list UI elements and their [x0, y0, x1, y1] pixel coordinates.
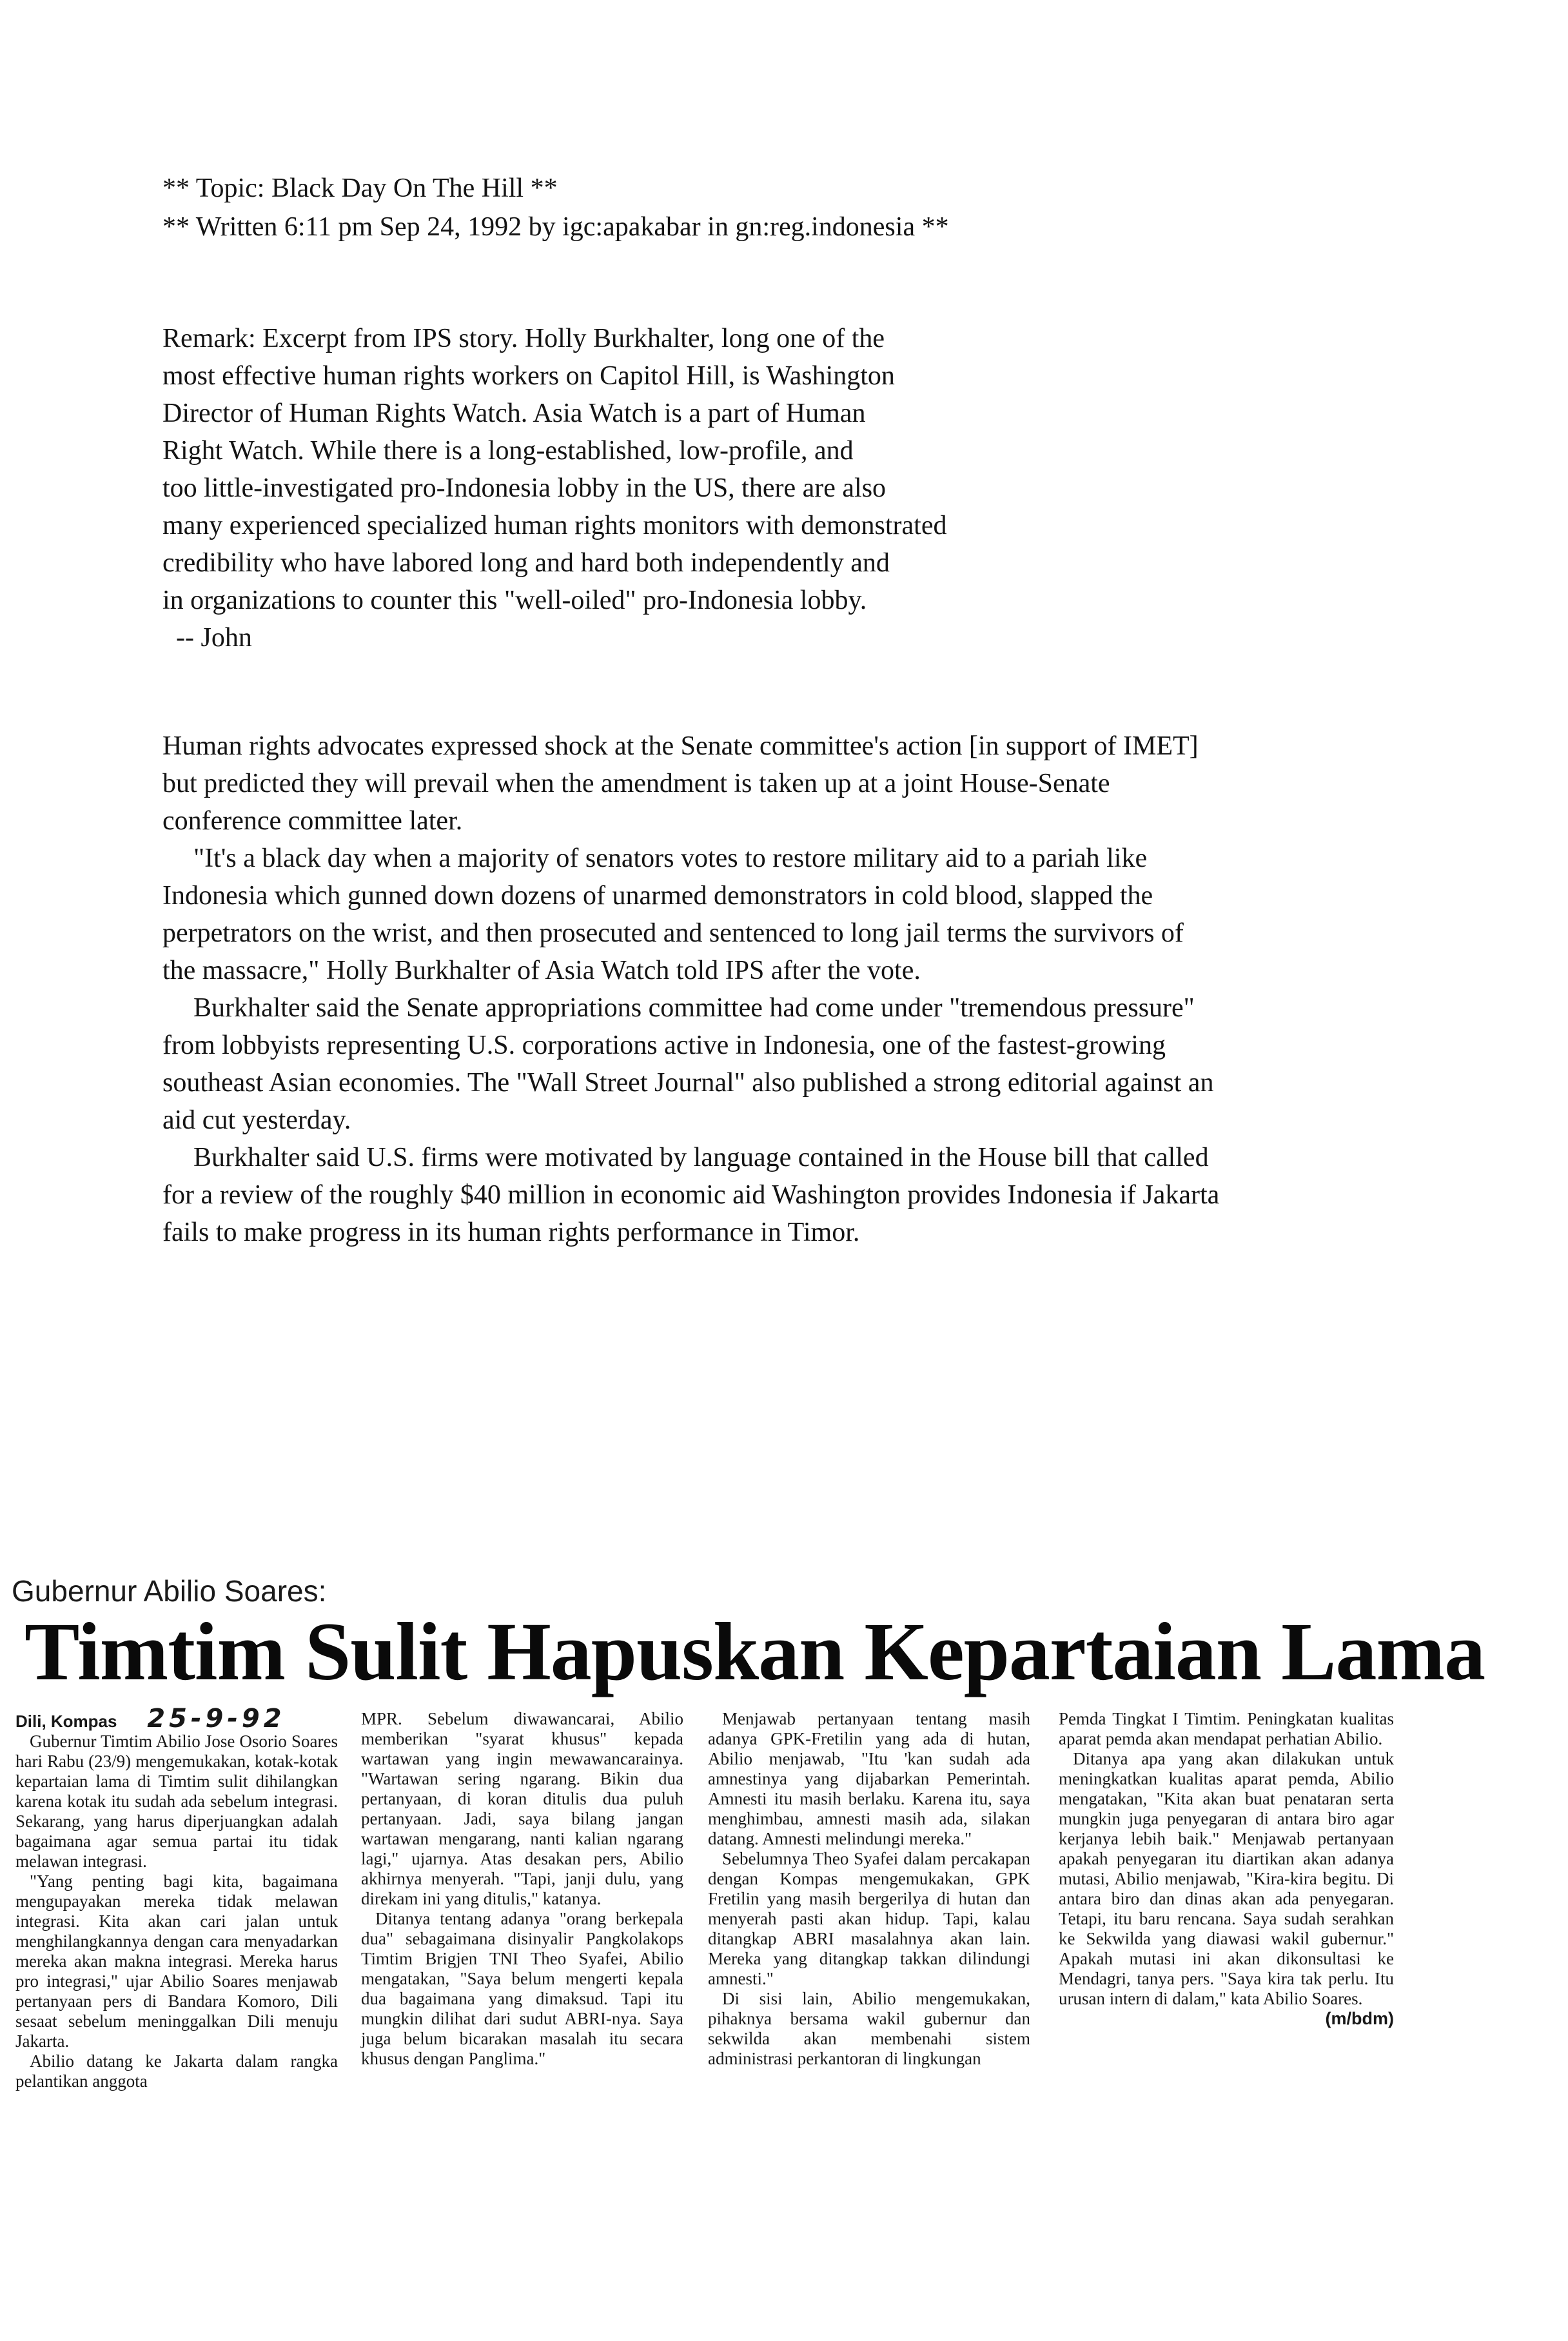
- clipping-paragraph: Gubernur Timtim Abilio Jose Osorio Soares hari Rabu (23/9) mengemukakan, kotak-kotak kepartaian lama di Timtim sulit dihilangkan karena kotak itu sudah ada sebelum integrasi. Sekarang, yang harus diperjuangkan adalah bagaimana agar semua partai itu tidak melawan integrasi.: [15, 1732, 338, 1871]
- clipping-column-4: [1059, 1709, 1394, 2029]
- clipping-paragraph: Menjawab pertanyaan tentang masih adanya GPK-Fretilin yang ada di hutan, Abilio menjawab, "Itu 'kan sudah ada amnestinya yang dijabarkan Pemerintah. Amnesti itu masih berlaku. Karena itu, saya menghimbau, amnesti masih ada, silakan datang. Amnesti melindungi mereka.": [708, 1709, 1030, 1848]
- article-paragraph: "It's a black day when a majority of senators votes to restore military aid to a pariah like Indonesia which gunned down dozens of unarmed demonstrators in cold blood, slapped the perpetrators on the wrist, and then prosecuted and sentenced to long jail terms the survivors of the massacre," Holly Burkhalter of Asia Watch told IPS after the vote.: [162, 844, 1184, 985]
- clipping-column-3: [708, 1709, 1030, 2069]
- topic-line: ** Topic: Black Day On The Hill **: [162, 173, 558, 203]
- clipping-column-2: [361, 1709, 683, 2069]
- clipping-paragraph: "Yang penting bagi kita, bagaimana mengupayakan mereka tidak melawan integrasi. Kita akan cari jalan untuk menghilangkannya dengan cara menyadarkan mereka akan makna integrasi. Mereka harus pro integrasi," ujar Abilio Soares menjawab pertanyaan pers di Bandara Komoro, Dili sesaat sebelum meninggalkan Dili menuju Jakarta.: [15, 1872, 338, 2051]
- clipping-column-1: [15, 1704, 338, 2091]
- newspaper-clipping: [0, 1574, 1568, 2341]
- remark-line: credibility who have labored long and hard both independently and: [162, 548, 890, 578]
- clipping-signoff: (m/bdm): [1325, 2009, 1394, 2028]
- clipping-paragraph: Ditanya apa yang akan dilakukan untuk meningkatkan kualitas aparat pemda, Abilio mengatakan, "Kita akan buat penataran serta mungkin juga penyegaran di antara biro agar kerjanya lebih baik." Menjawab pertanyaan apakah penyegaran itu diartikan akan adanya mutasi, Abilio menjawab, "Kira-kira begitu. Di antara biro dan dinas akan ada penyegaran. Tetapi, itu baru rencana. Saya sudah serahkan ke Sekwilda yang diawasi wakil gubernur." Apakah mutasi ini akan dikonsultasi ke Mendagri, tanya pers. "Saya kira tak perlu. Itu urusan intern di dalam," kata Abilio Soares.: [1059, 1749, 1394, 2008]
- remark-line: too little-investigated pro-Indonesia lobby in the US, there are also: [162, 473, 887, 503]
- clipping-paragraph: Di sisi lain, Abilio mengemukakan, pihaknya bersama wakil gubernur dan sekwilda akan membenahi sistem administrasi perkantoran di lingkungan: [708, 1989, 1030, 2068]
- clipping-paragraph: MPR. Sebelum diwawancarai, Abilio memberikan "syarat khusus" kepada wartawan yang ingin mewawancarainya. "Wartawan sering ngarang. Bikin dua pertanyaan, di koran ditulis dua puluh pertanyaan. Jadi, saya bilang jangan wartawan mengarang, nanti kalian ngarang lagi," ujarnya. Atas desakan pers, Abilio akhirnya menyerah. "Tapi, janji dulu, yang direkam ini yang ditulis," katanya.: [361, 1709, 683, 1908]
- article-paragraph: Burkhalter said the Senate appropriations committee had come under "tremendous pressure" from lobbyists representing U.S. corporations active in Indonesia, one of the fastest-growing southeast Asian economies. The "Wall Street Journal" also published a strong editorial against an aid cut yesterday.: [162, 993, 1214, 1135]
- remark-line: Director of Human Rights Watch. Asia Watch is a part of Human: [162, 399, 866, 428]
- remark-block: [162, 320, 1207, 657]
- clipping-paragraph: Ditanya tentang adanya "orang berkepala dua" sebagaimana disinyalir Pangkolakops Timtim Brigjen TNI Theo Syafei, Abilio mengatakan, "Saya belum mengerti kepala dua bagaimana yang dimaksud. Tapi itu mungkin dilihat dari sudut ABRI-nya. Saya juga belum bicarakan masalah itu secara khusus dengan Panglima.": [361, 1909, 683, 2068]
- clipping-headline: Timtim Sulit Hapuskan Kepartaian Lama: [24, 1606, 1485, 1697]
- article-paragraph: Human rights advocates expressed shock at the Senate committee's action [in support of IMET] but predicted they will prevail when the amendment is taken up at a joint House-Senate conference committee later.: [162, 731, 1199, 836]
- article-paragraph: Burkhalter said U.S. firms were motivated by language contained in the House bill that called for a review of the roughly $40 million in economic aid Washington provides Indonesia if Jakarta fails to make progress in its human rights performance in Timor.: [162, 1143, 1220, 1247]
- clipping-kicker: Gubernur Abilio Soares:: [12, 1574, 327, 1608]
- remark-line: Remark: Excerpt from IPS story. Holly Burkhalter, long one of the: [162, 324, 885, 353]
- remark-signature: -- John: [162, 623, 252, 653]
- header: [162, 169, 1207, 246]
- dateline: Dili, Kompas: [15, 1712, 117, 1731]
- written-line: ** Written 6:11 pm Sep 24, 1992 by igc:apakabar in gn:reg.indonesia **: [162, 212, 949, 242]
- clipping-paragraph: Sebelumnya Theo Syafei dalam percakapan dengan Kompas mengemukakan, GPK Fretilin yang masih bergerilya di hutan dan menyerah pasti akan hidup. Tapi, kalau ditangkap ABRI masalahnya akan lain. Mereka yang ditangkap takkan dilindungi amnesti.": [708, 1849, 1030, 1988]
- remark-line: many experienced specialized human rights monitors with demonstrated: [162, 511, 947, 540]
- remark-line: Right Watch. While there is a long-established, low-profile, and: [162, 436, 854, 466]
- remark-line: most effective human rights workers on Capitol Hill, is Washington: [162, 361, 895, 391]
- clipping-paragraph: Pemda Tingkat I Timtim. Peningkatan kualitas aparat pemda akan mendapat perhatian Abilio.: [1059, 1709, 1394, 1748]
- clipping-paragraph: Abilio datang ke Jakarta dalam rangka pelantikan anggota: [15, 2051, 338, 2091]
- article-body: [162, 727, 1220, 1251]
- handwritten-date: 25-9-92: [147, 1704, 286, 1734]
- remark-line: in organizations to counter this "well-oiled" pro-Indonesia lobby.: [162, 586, 867, 615]
